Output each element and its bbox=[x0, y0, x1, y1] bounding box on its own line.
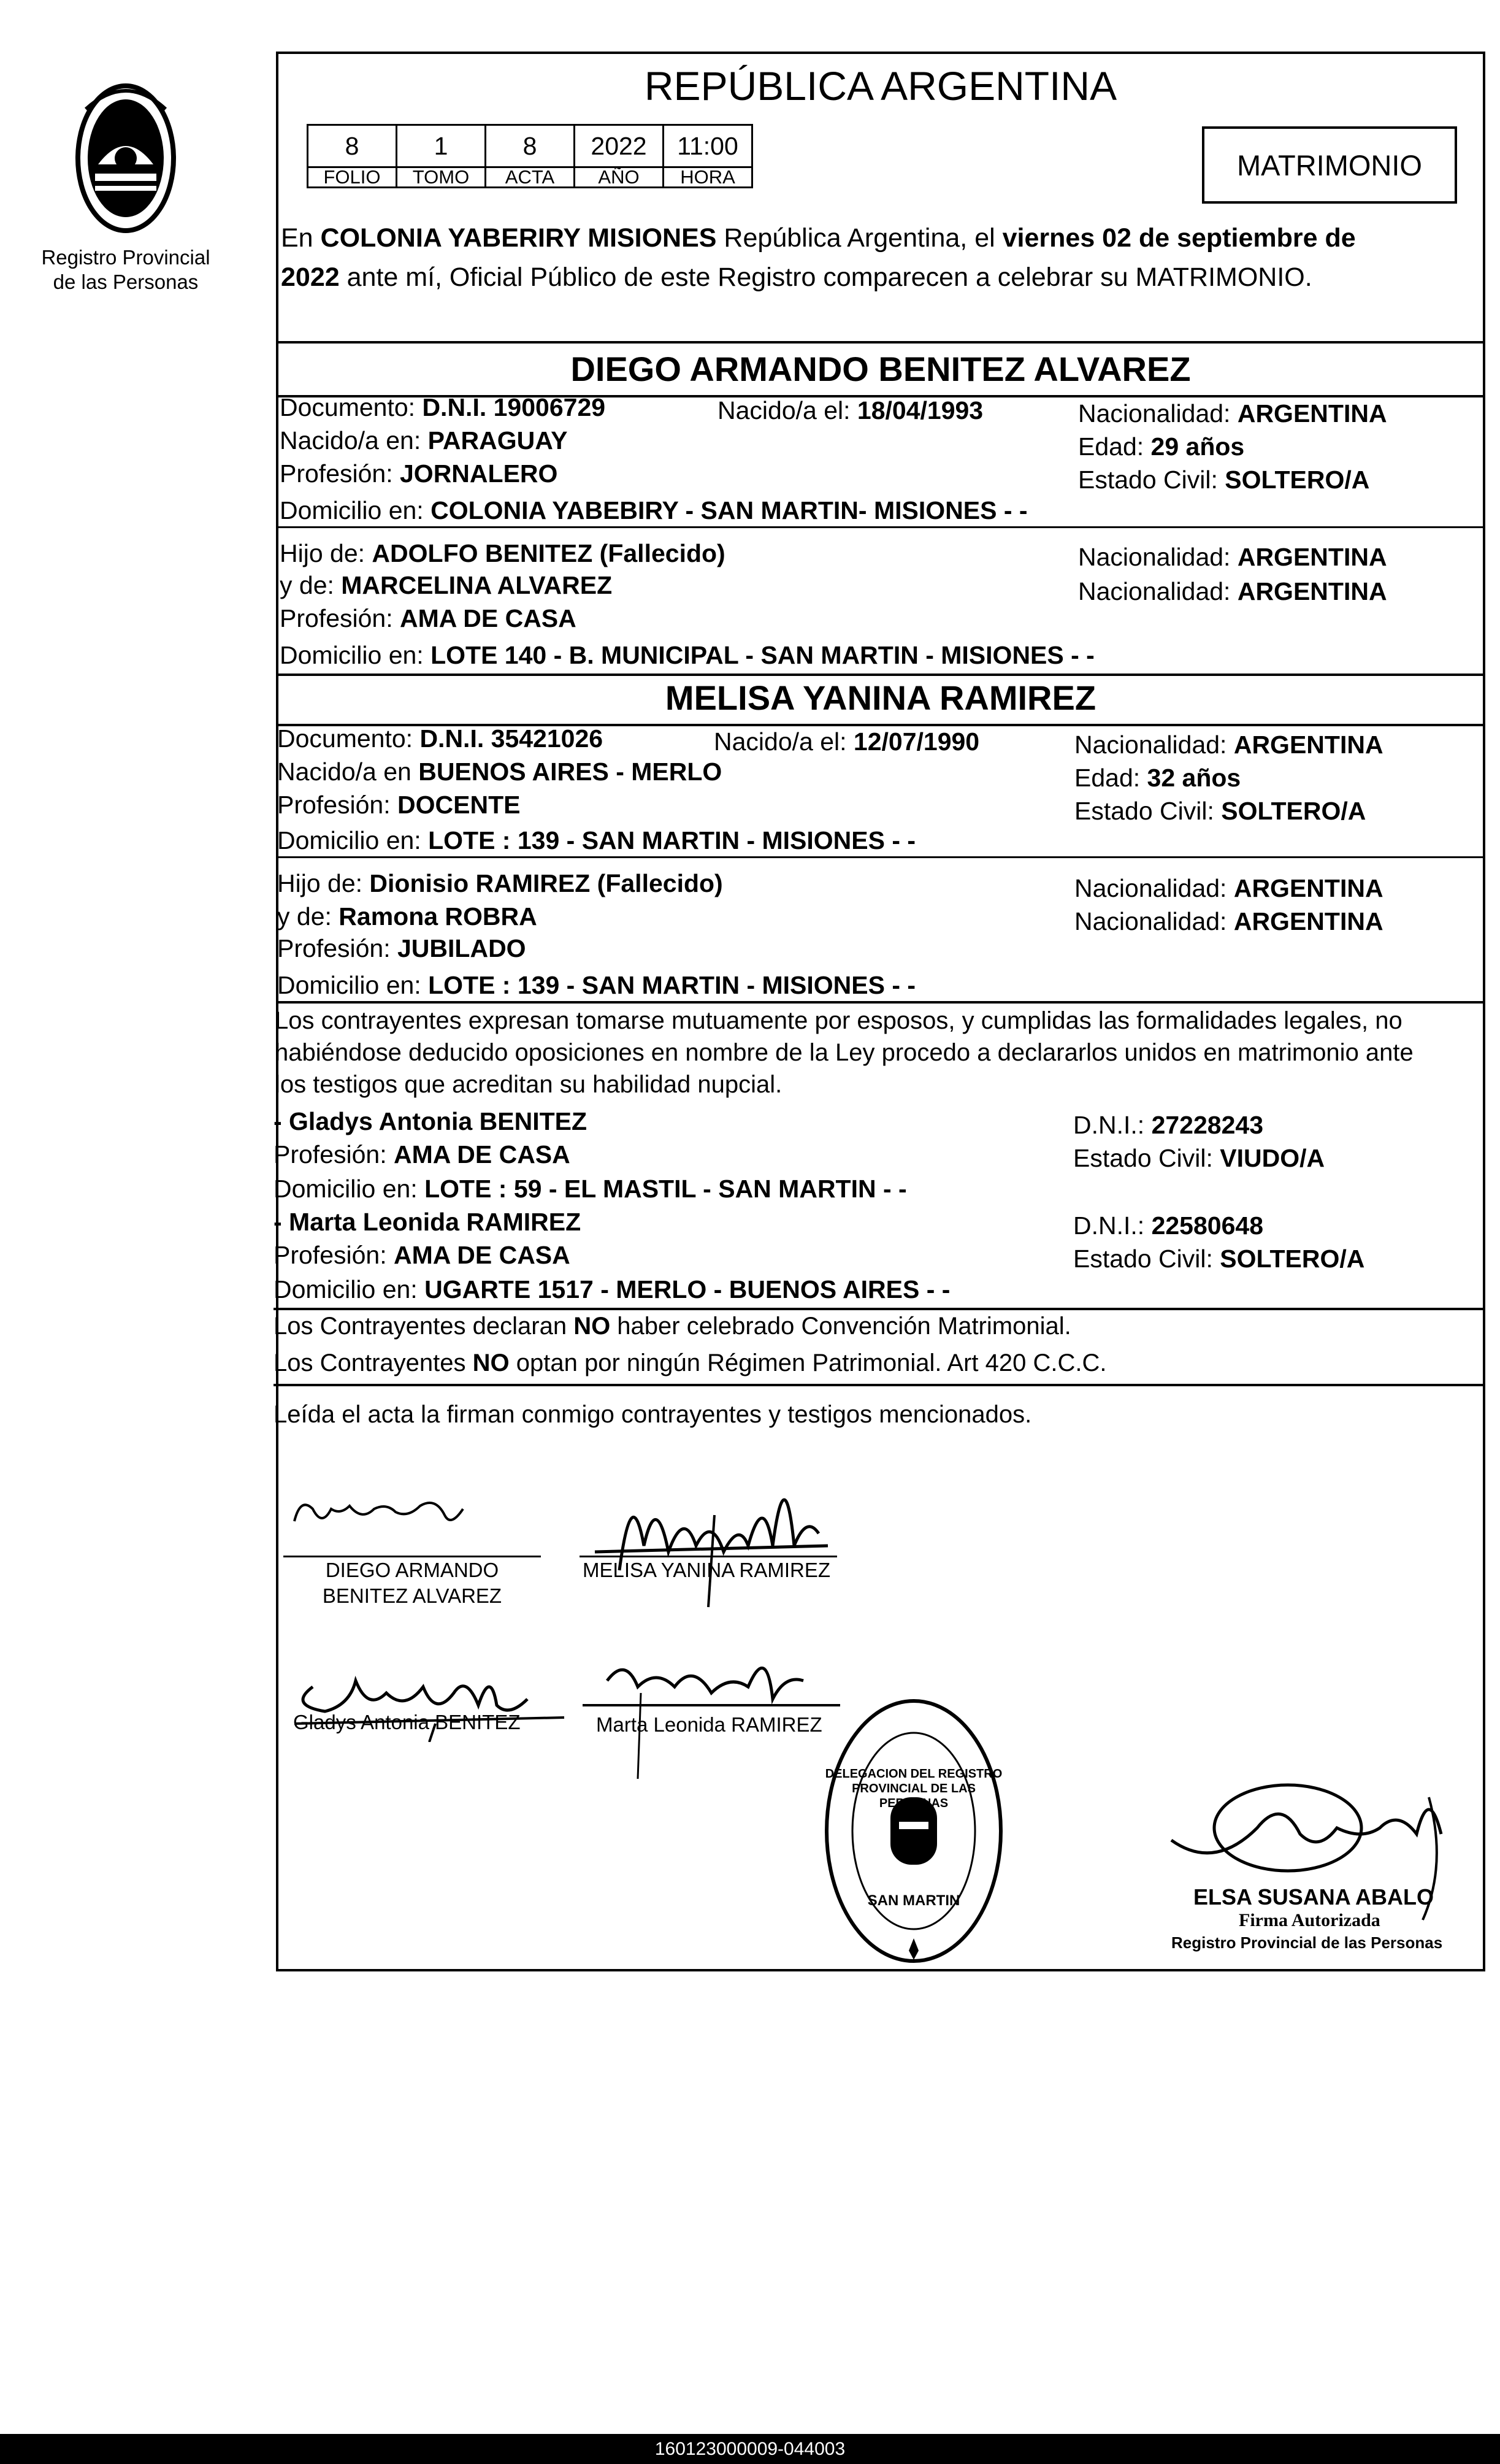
official-seal bbox=[822, 1693, 1006, 1969]
spouse1-address: Domicilio en: COLONIA YABEBIRY - SAN MARTIN- MISIONES - - bbox=[280, 496, 1028, 524]
official-title: Firma Autorizada bbox=[1239, 1910, 1380, 1930]
record-numbers-table bbox=[307, 124, 753, 188]
spouse2-nationality: Nacionalidad: ARGENTINA bbox=[1074, 731, 1383, 759]
spouse2-parent-profession: Profesión: JUBILADO bbox=[277, 934, 526, 962]
spouse2-parent-address: Domicilio en: LOTE : 139 - SAN MARTIN - MISIONES - - bbox=[277, 971, 916, 999]
hour-value: 11:00 bbox=[664, 125, 752, 167]
spouse2-birthplace: Nacido/a en BUENOS AIRES - MERLO bbox=[277, 758, 722, 786]
witness1-dni: D.N.I.: 27228243 bbox=[1073, 1111, 1263, 1139]
seal-outer-text: DELEGACION DEL REGISTRO PROVINCIAL DE LAS PERSONAS bbox=[825, 1767, 1003, 1810]
witness2-civil-status: Estado Civil: SOLTERO/A bbox=[1073, 1245, 1365, 1273]
declaration-line-2: habiéndose deducido oposiciones en nombre de la Ley procedo a declararlos unidos en matrimonio ante bbox=[275, 1039, 1414, 1066]
signature-spouse1-name-2: BENITEZ ALVAREZ bbox=[322, 1584, 502, 1607]
closing-statement: Leída el acta la firman conmigo contrayentes y testigos mencionados. bbox=[274, 1401, 1032, 1428]
footer-barcode-strip: 160123000009-044003 bbox=[0, 2434, 1500, 2464]
spouse2-age: Edad: 32 años bbox=[1074, 764, 1241, 792]
official-name: ELSA SUSANA ABALO bbox=[1193, 1884, 1434, 1909]
folio-label: FOLIO bbox=[308, 167, 397, 188]
spouse1-birthplace: Nacido/a en: PARAGUAY bbox=[280, 426, 568, 455]
seal-inner-text: SAN MARTIN bbox=[867, 1892, 960, 1909]
spouse2-document: Documento: D.N.I. 35421026 bbox=[277, 724, 603, 753]
spouse1-age: Edad: 29 años bbox=[1078, 432, 1245, 461]
signature-spouse1-name-1: DIEGO ARMANDO bbox=[325, 1559, 499, 1581]
intro-line-1: En COLONIA YABERIRY MISIONES República Argentina, el viernes 02 de septiembre de bbox=[281, 223, 1356, 253]
intro-line-2: 2022 ante mí, Oficial Público de este Registro comparecen a celebrar su MATRIMONIO. bbox=[281, 263, 1312, 292]
witness2-address: Domicilio en: UGARTE 1517 - MERLO - BUENOS AIRES - - bbox=[274, 1275, 951, 1303]
spouse1-father-nationality: Nacionalidad: ARGENTINA bbox=[1078, 543, 1387, 571]
witness2-name: - Marta Leonida RAMIREZ bbox=[274, 1208, 581, 1236]
signature-witness1-name: Gladys Antonia BENITEZ bbox=[293, 1711, 521, 1733]
acta-label: ACTA bbox=[486, 167, 575, 188]
spouse1-profession: Profesión: JORNALERO bbox=[280, 459, 558, 488]
declaration-line-1: Los contrayentes expresan tomarse mutuamente por esposos, y cumplidas las formalidades legales, no bbox=[275, 1007, 1402, 1034]
spouse1-parent-address: Domicilio en: LOTE 140 - B. MUNICIPAL - SAN MARTIN - MISIONES - - bbox=[280, 641, 1095, 669]
logo-caption-1: Registro Provincial bbox=[41, 246, 210, 269]
spouse1-document: Documento: D.N.I. 19006729 bbox=[280, 393, 606, 421]
province-logo bbox=[61, 72, 190, 244]
hour-label: HORA bbox=[664, 167, 752, 188]
spouse2-father: Hijo de: Dionisio RAMIREZ (Fallecido) bbox=[277, 869, 723, 897]
spouse1-parent-profession: Profesión: AMA DE CASA bbox=[280, 604, 576, 632]
spouse1-civil-status: Estado Civil: SOLTERO/A bbox=[1078, 466, 1370, 494]
spouse2-mother: y de: Ramona ROBRA bbox=[277, 902, 537, 931]
spouse2-name: MELISA YANINA RAMIREZ bbox=[665, 678, 1096, 717]
witness1-address: Domicilio en: LOTE : 59 - EL MASTIL - SAN MARTIN - - bbox=[274, 1175, 907, 1203]
spouse2-address: Domicilio en: LOTE : 139 - SAN MARTIN - MISIONES - - bbox=[277, 826, 916, 854]
spouse1-father: Hijo de: ADOLFO BENITEZ (Fallecido) bbox=[280, 539, 725, 567]
page-title: REPÚBLICA ARGENTINA bbox=[644, 63, 1117, 109]
regime-line-1: Los Contrayentes declaran NO haber celebrado Convención Matrimonial. bbox=[274, 1313, 1071, 1340]
signature-spouse2-icon bbox=[583, 1454, 840, 1613]
spouse1-nationality: Nacionalidad: ARGENTINA bbox=[1078, 399, 1387, 428]
year-value: 2022 bbox=[575, 125, 664, 167]
signature-witness2-icon bbox=[583, 1644, 840, 1779]
signature-witness2-name: Marta Leonida RAMIREZ bbox=[596, 1713, 822, 1736]
record-type-box: MATRIMONIO bbox=[1202, 126, 1457, 204]
official-organization: Registro Provincial de las Personas bbox=[1171, 1933, 1443, 1952]
spouse2-profession: Profesión: DOCENTE bbox=[277, 791, 521, 819]
regime-line-2: Los Contrayentes NO optan por ningún Régimen Patrimonial. Art 420 C.C.C. bbox=[274, 1349, 1107, 1376]
spouse2-civil-status: Estado Civil: SOLTERO/A bbox=[1074, 797, 1366, 825]
year-label: AÑO bbox=[575, 167, 664, 188]
acta-value: 8 bbox=[486, 125, 575, 167]
coat-of-arms-icon bbox=[61, 72, 190, 244]
spouse2-mother-nationality: Nacionalidad: ARGENTINA bbox=[1074, 907, 1383, 935]
folio-value: 8 bbox=[308, 125, 397, 167]
spouse1-mother: y de: MARCELINA ALVAREZ bbox=[280, 571, 613, 599]
seal-icon bbox=[822, 1693, 1006, 1969]
spouse1-mother-nationality: Nacionalidad: ARGENTINA bbox=[1078, 577, 1387, 605]
declaration-line-3: los testigos que acreditan su habilidad nupcial. bbox=[275, 1071, 783, 1098]
witness2-dni: D.N.I.: 22580648 bbox=[1073, 1211, 1263, 1240]
witness2-profession: Profesión: AMA DE CASA bbox=[274, 1241, 570, 1269]
logo-caption-2: de las Personas bbox=[53, 271, 199, 293]
signature-spouse2-name: MELISA YANINA RAMIREZ bbox=[583, 1559, 831, 1581]
signature-spouse1-icon bbox=[288, 1484, 472, 1540]
spouse2-father-nationality: Nacionalidad: ARGENTINA bbox=[1074, 874, 1383, 902]
witness1-civil-status: Estado Civil: VIUDO/A bbox=[1073, 1144, 1325, 1172]
witness1-profession: Profesión: AMA DE CASA bbox=[274, 1140, 570, 1169]
witness1-name: - Gladys Antonia BENITEZ bbox=[274, 1107, 587, 1135]
spouse2-birthdate: Nacido/a el: 12/07/1990 bbox=[714, 727, 980, 756]
tomo-value: 1 bbox=[397, 125, 486, 167]
tomo-label: TOMO bbox=[397, 167, 486, 188]
spouse1-name: DIEGO ARMANDO BENITEZ ALVAREZ bbox=[570, 350, 1191, 388]
spouse1-birthdate: Nacido/a el: 18/04/1993 bbox=[717, 396, 984, 424]
